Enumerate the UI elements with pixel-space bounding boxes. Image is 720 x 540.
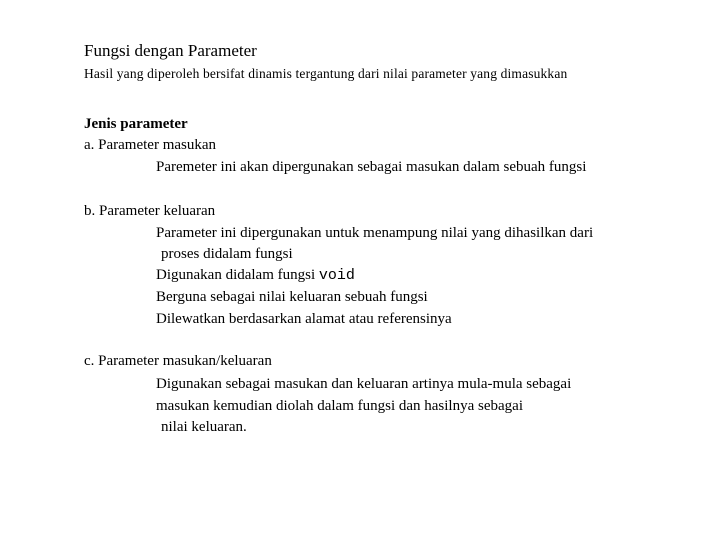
section-heading: Jenis parameter — [84, 116, 188, 132]
void-keyword: void — [318, 267, 355, 284]
param-inout-desc-3: nilai keluaran. — [161, 419, 247, 435]
page-subtitle: Hasil yang diperoleh bersifat dinamis tergantung dari nilai parameter yang dimasukkan — [84, 66, 568, 81]
param-output-desc-1: Parameter ini dipergunakan untuk menampung nilai yang dihasilkan dari — [156, 225, 594, 241]
page-title: Fungsi dengan Parameter — [84, 41, 257, 60]
param-output-desc-5: Dilewatkan berdasarkan alamat atau referensinya — [156, 311, 452, 327]
param-output-desc-4: Berguna sebagai nilai keluaran sebuah fungsi — [156, 289, 428, 305]
param-inout-heading: c. Parameter masukan/keluaran — [84, 353, 272, 369]
param-inout-desc-2: masukan kemudian diolah dalam fungsi dan hasilnya sebagai — [156, 398, 523, 414]
param-output-desc-2: proses didalam fungsi — [161, 246, 293, 262]
param-output-heading: b. Parameter keluaran — [84, 203, 216, 219]
param-inout-desc-1: Digunakan sebagai masukan dan keluaran artinya mula-mula sebagai — [156, 376, 572, 392]
param-output-void-line — [156, 266, 355, 285]
param-input-heading: a. Parameter masukan — [84, 137, 217, 153]
param-output-void-text: Digunakan didalam fungsi — [156, 267, 319, 283]
param-input-desc: Paremeter ini akan dipergunakan sebagai masukan dalam sebuah fungsi — [156, 159, 587, 175]
